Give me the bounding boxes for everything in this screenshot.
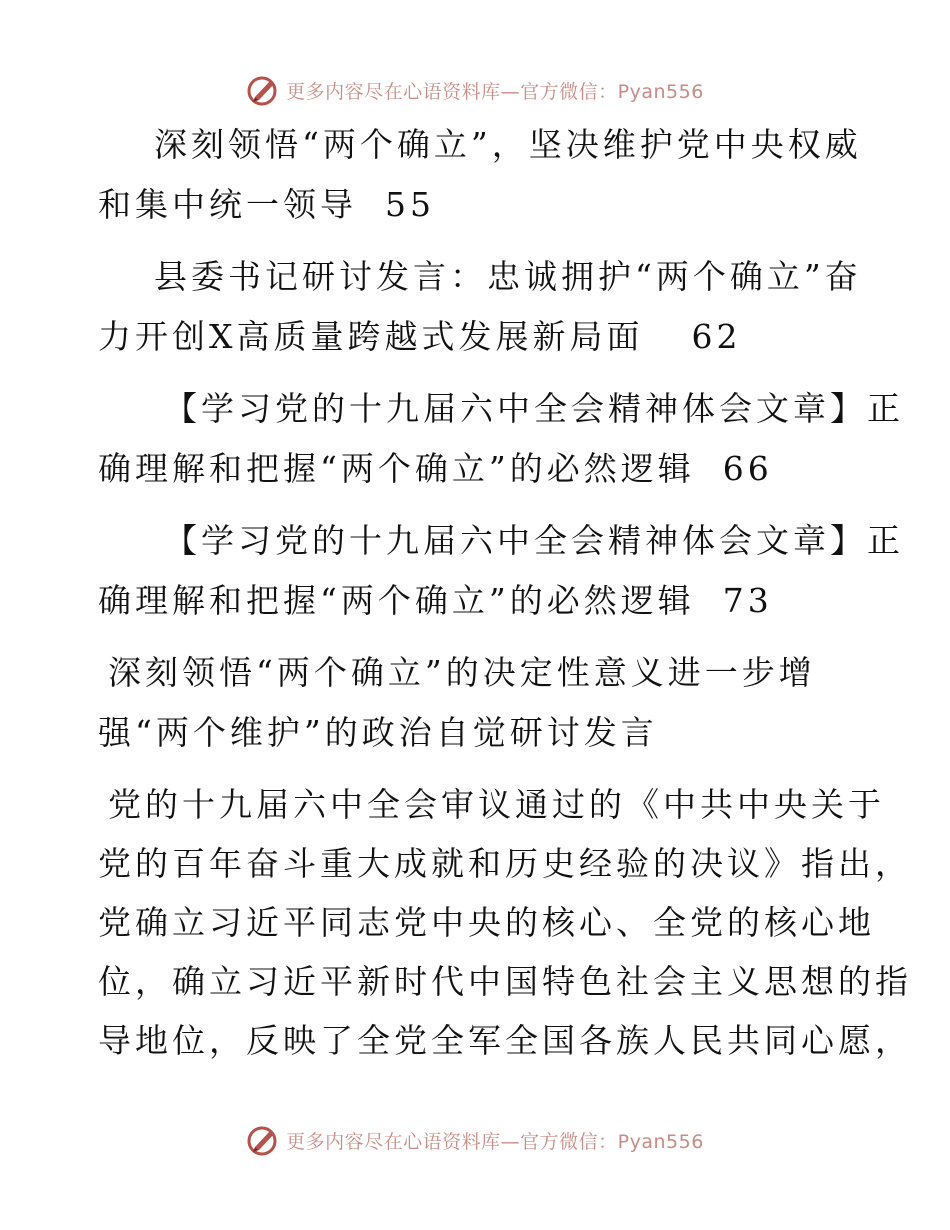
toc-entry-line-text: 和集中统一领导: [98, 185, 357, 224]
toc-entry: [98, 379, 904, 499]
toc-entry-line: [98, 439, 858, 499]
toc-entry-line: 【学习党的十九届六中全会精神体会文章】正: [164, 389, 904, 428]
toc-entry-line: [98, 307, 858, 367]
paragraph-line: 党的百年奋斗重大成就和历史经验的决议》指出，: [98, 844, 912, 883]
toc-entry: [98, 247, 862, 367]
toc-entry-line: 【学习党的十九届六中全会精神体会文章】正: [164, 521, 904, 560]
toc-entry: [98, 115, 862, 235]
pen-logo-icon: [246, 73, 280, 107]
toc-entry: [98, 511, 904, 631]
toc-page-number: 62: [691, 317, 742, 356]
paragraph-line: 党确立习近平同志党中央的核心、全党的核心地: [98, 903, 875, 942]
toc-entry-line: [98, 175, 858, 235]
toc-page-number: 73: [722, 581, 773, 620]
paragraph-line: 导地位，反映了全党全军全国各族人民共同心愿，: [98, 1021, 912, 1060]
article-paragraph: [98, 775, 912, 1070]
toc-entry-line-text: 确理解和把握“两个确立”的必然逻辑: [98, 581, 695, 620]
paragraph-line: 党的十九届六中全会审议通过的《中共中央关于: [108, 785, 885, 824]
toc-page-number: 55: [385, 185, 435, 224]
toc-entry-line-text: 力开创X高质量跨越式发展新局面: [98, 317, 644, 356]
footer-watermark: [0, 1120, 950, 1160]
toc-entry-line: [98, 571, 858, 631]
toc-entry-line: 县委书记研讨发言：忠诚拥护“两个确立”奋: [154, 257, 862, 296]
paragraph-line: 位，确立习近平新时代中国特色社会主义思想的指: [98, 962, 912, 1001]
watermark-text: 更多内容尽在心语资料库—官方微信：Pyan556: [286, 80, 704, 103]
article-title-line: 强“两个维护”的政治自觉研讨发言: [98, 713, 658, 752]
header-watermark: [0, 70, 950, 110]
toc-entry-line: 深刻领悟“两个确立”，坚决维护党中央权威: [154, 125, 862, 164]
document-body: [98, 115, 912, 1070]
toc-page-number: 66: [722, 449, 773, 488]
watermark-text: 更多内容尽在心语资料库—官方微信：Pyan556: [286, 1130, 704, 1153]
article-title-line: 深刻领悟“两个确立”的决定性意义进一步增: [108, 653, 816, 692]
watermark-group: [246, 73, 704, 107]
article-title: [98, 643, 858, 763]
watermark-group: [246, 1123, 704, 1157]
pen-logo-icon: [246, 1123, 280, 1157]
toc-entry-line-text: 确理解和把握“两个确立”的必然逻辑: [98, 449, 695, 488]
